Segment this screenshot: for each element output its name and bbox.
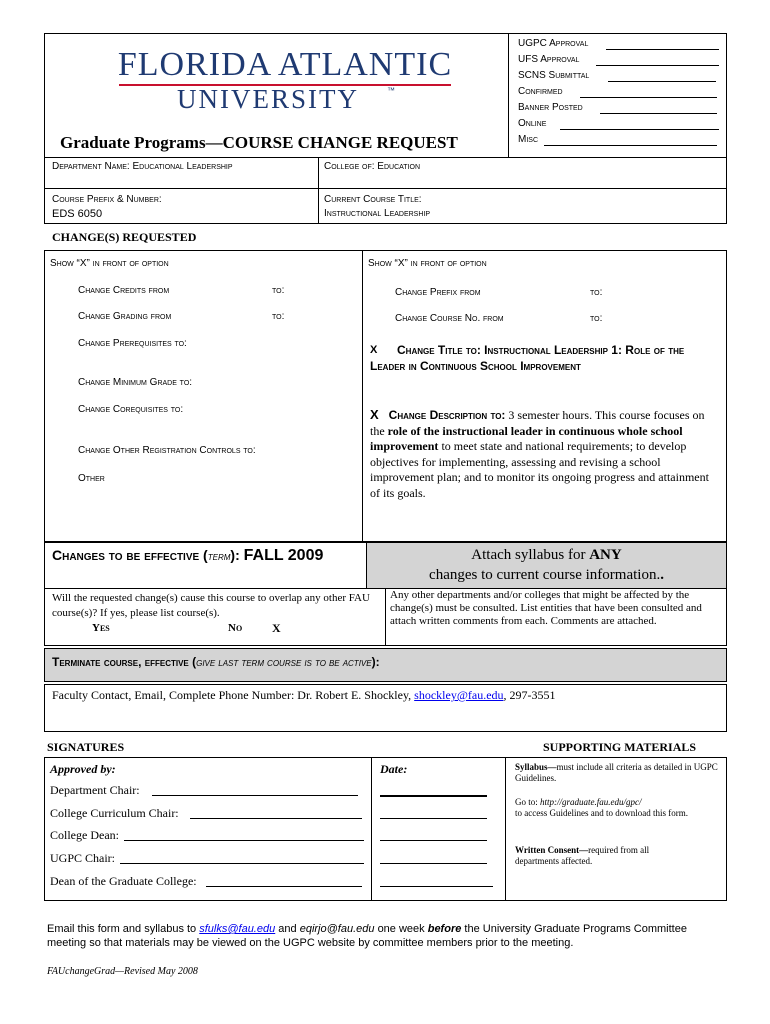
department-label: Department Name:: [52, 161, 130, 172]
faculty-contact: [52, 688, 556, 703]
option-change-credits: Change Credits from: [78, 285, 170, 296]
description-label: Change Description to:: [388, 408, 506, 422]
option-other: Other: [78, 473, 105, 484]
signer-ugpc-chair: UGPC Chair:: [50, 851, 116, 865]
description-mark: X: [370, 407, 379, 422]
approved-by-label: Approved by:: [50, 762, 116, 776]
show-x-left: Show “X” in front of option: [50, 258, 169, 269]
faculty-email-link[interactable]: shockley@fau.edu: [414, 688, 504, 702]
terminate-label: Terminate course, effective: [52, 655, 189, 669]
title-change-text: Change Title to: Instructional Leadership 1: Role of the Leader in Continuous School Improvement: [370, 343, 685, 373]
description-change: [370, 407, 720, 502]
option-change-prefix: Change Prefix from: [395, 287, 481, 298]
option-course-no-to: to:: [590, 313, 603, 324]
revision-note: FAUchangeGrad—Revised May 2008: [47, 966, 198, 977]
effective-term-word: term: [207, 551, 231, 563]
guidelines-url[interactable]: http://graduate.fau.edu/gpc/: [540, 797, 642, 807]
approval-confirmed: Confirmed: [518, 86, 563, 97]
current-title-value: Instructional Leadership: [324, 208, 431, 219]
approval-scns: SCNS Submittal: [518, 70, 590, 81]
option-change-min-grade: Change Minimum Grade to:: [78, 377, 193, 388]
supporting-syllabus: [515, 762, 720, 784]
effective-value: FALL 2009: [243, 547, 324, 564]
footer-t1: Email this form and syllabus to: [47, 923, 197, 935]
signer-dept-chair: Department Chair:: [50, 783, 140, 797]
title-change-mark: X: [370, 344, 378, 356]
overlap-no: No: [228, 622, 243, 634]
goto-label: Go to:: [515, 797, 538, 807]
supporting-goto: [515, 797, 720, 819]
consult-text: Any other departments and/or colleges that might be affected by the change(s) must be consulted. List entities that have been consulted and attach written comments from each. Comments are attached.: [390, 589, 702, 627]
form-title: Graduate Programs—COURSE CHANGE REQUEST: [60, 133, 458, 152]
goto-text: to access Guidelines and to download this form.: [515, 808, 688, 818]
date-label: Date:: [380, 762, 408, 776]
logo-line1: FLORIDA ATLANTIC: [117, 46, 453, 83]
footer-email-eqirjo[interactable]: eqirjo@fau.edu: [299, 923, 375, 935]
signer-college-dean: College Dean:: [50, 828, 119, 842]
syllabus-bold: Syllabus—: [515, 762, 557, 772]
description-text-1: 3 semester hours. This course focuses on the: [370, 408, 705, 438]
approval-ufs: UFS Approval: [518, 54, 580, 65]
effective-term: Changes to be effective (term): FALL 2009: [52, 547, 324, 564]
footer-t3: one week: [377, 923, 425, 935]
course-prefix-value: EDS 6050: [52, 208, 103, 220]
changes-requested-heading: CHANGE(S) REQUESTED: [52, 230, 197, 244]
signer-graduate-dean: Dean of the Graduate College:: [50, 874, 197, 888]
description-text-2: to meet state and national requirements; to develop objectives for implementing, assessing and revising a school improvement plan; and to monitor its ongoing progress and attainment of its goals.: [370, 439, 709, 500]
consent-bold: Written Consent—: [515, 845, 589, 855]
logo-tm: ™: [387, 86, 395, 95]
option-change-grading: Change Grading from: [78, 311, 172, 322]
option-change-other-reg: Change Other Registration Controls to:: [78, 445, 256, 456]
supporting-consent: [515, 845, 695, 867]
course-prefix-label: Course Prefix & Number:: [52, 194, 162, 205]
approval-misc: Misc: [518, 134, 538, 145]
approval-ugpc: UGPC Approval: [518, 38, 589, 49]
show-x-right: Show “X” in front of option: [368, 258, 487, 269]
terminate-note: give last term course is to be active: [196, 657, 372, 669]
footer-t4: the University Graduate Programs Committee meeting so that materials may be viewed on the UGPC website by committee members prior to the meeting.: [47, 923, 687, 949]
approval-banner: Banner Posted: [518, 102, 583, 113]
consent-text: required from all departments affected.: [515, 845, 650, 866]
description-bold: role of the instructional leader in continuous whole school improvement: [370, 423, 683, 454]
option-credits-to: to:: [272, 285, 285, 296]
overlap-yes: Yes: [92, 622, 110, 634]
current-title-label: Current Course Title:: [324, 194, 422, 205]
terminate-course: Terminate course, effective (give last term course is to be active):: [52, 655, 380, 669]
option-change-course-no: Change Course No. from: [395, 313, 504, 324]
option-grading-to: to:: [272, 311, 285, 322]
effective-label: Changes to be effective: [52, 547, 200, 563]
option-prefix-to: to:: [590, 287, 603, 298]
fau-logo: [115, 46, 455, 114]
footer-email-sfulks[interactable]: sfulks@fau.edu: [199, 923, 276, 935]
signatures-heading: SIGNATURES: [47, 740, 125, 754]
attach-line2: changes to current course information.: [429, 567, 661, 583]
footer-instructions: [47, 922, 727, 950]
signer-curriculum-chair: College Curriculum Chair:: [50, 806, 179, 820]
supporting-heading: SUPPORTING MATERIALS: [543, 740, 697, 754]
syllabus-text: must include all criteria as detailed in UGPC Guidelines.: [515, 762, 718, 783]
faculty-phone: , 297-3551: [503, 688, 556, 702]
attach-any: ANY: [589, 547, 622, 563]
footer-t2: and: [278, 923, 297, 935]
option-change-coreq: Change Corequisites to:: [78, 404, 184, 415]
overlap-mark: X: [272, 621, 281, 635]
department-value: Educational Leadership: [132, 161, 233, 172]
attach-line1: Attach syllabus for: [471, 547, 586, 563]
overlap-question: Will the requested change(s) cause this course to overlap any other FAU course(s)? If yes, please list course(s).: [52, 592, 370, 619]
college-label: College of:: [324, 161, 375, 172]
attach-syllabus: Attach syllabus for ANY changes to current course information..: [429, 547, 664, 583]
college-value: Education: [377, 161, 421, 172]
approval-online: Online: [518, 118, 547, 129]
footer-before: before: [427, 923, 462, 935]
logo-line2: UNIVERSITY: [177, 84, 359, 114]
faculty-label: Faculty Contact, Email, Complete Phone Number: Dr. Robert E. Shockley,: [52, 688, 412, 702]
option-change-prereq: Change Prerequisites to:: [78, 338, 187, 349]
